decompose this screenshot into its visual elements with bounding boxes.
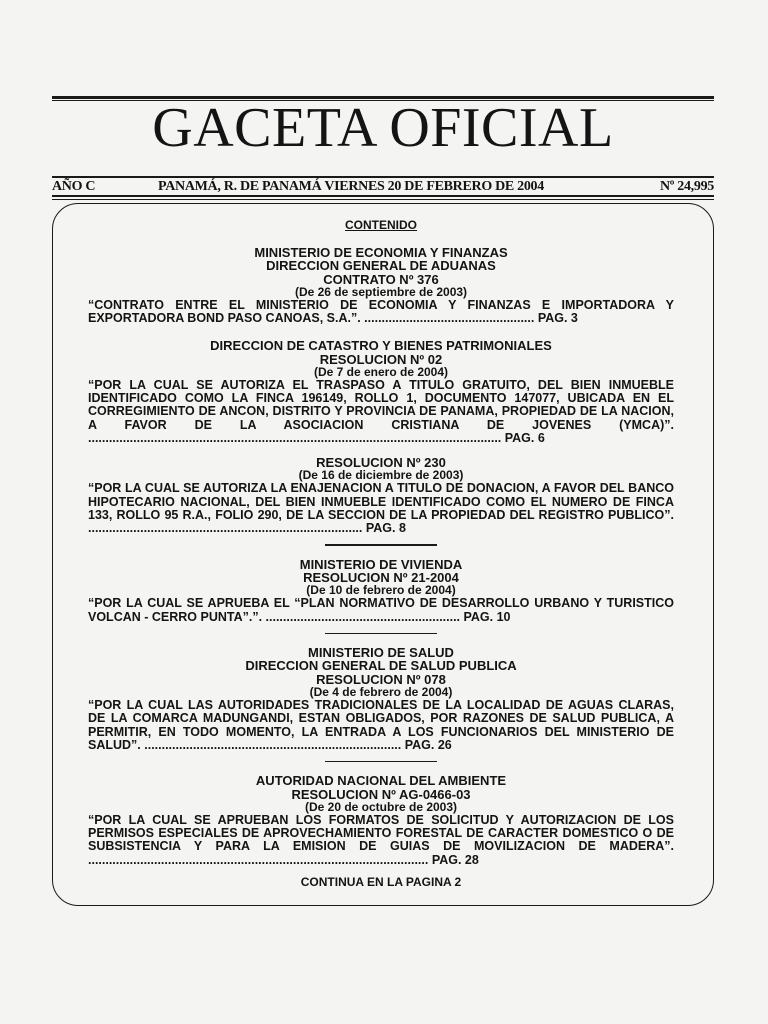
- entry-6-description: “POR LA CUAL SE APRUEBAN LOS FORMATOS DE SOLICITUD Y AUTORIZACION DE LOS PERMISOS ESPECIALES DE APROVECHAMIENTO FORESTAL DE CARACTER DOMESTICO O DE SUBSISTENCIA Y PARA LA EMISION DE GUIAS DE MOVILIZACION DE MADERA”. .................................................................................................. PAG. 28: [88, 813, 674, 867]
- dateline: [52, 179, 714, 195]
- continued-note: CONTINUA EN LA PAGINA 2: [300, 874, 462, 889]
- entry-5-ministry: MINISTERIO DE SALUD: [308, 645, 454, 661]
- dateline-rule-bottom-thin: [52, 199, 714, 200]
- issue-place-date: PANAMÁ, R. DE PANAMÁ VIERNES 20 DE FEBRERO DE 2004: [158, 179, 544, 194]
- contents-entry-2: [88, 339, 674, 445]
- entry-3-date: (De 16 de diciembre de 2003): [298, 468, 464, 483]
- contents-entry-4: [88, 558, 674, 624]
- entry-5-description: “POR LA CUAL LAS AUTORIDADES TRADICIONALES DE LA LOCALIDAD DE AGUAS CLARAS, DE LA COMARCA MADUNGANDI, ESTAN OBLIGADOS, POR RAZONES DE SALUD PUBLICA, A PERMITIR, EN TODO MOMENTO, LA ENTRADA A LOS FUNCIONARIOS DEL MINISTERIO DE SALUD”. .......................................................................... PAG. 26: [88, 698, 674, 752]
- entry-2-department: DIRECCION DE CATASTRO Y BIENES PATRIMONIALES: [210, 338, 552, 354]
- entry-2-document: RESOLUCION Nº 02: [319, 351, 443, 367]
- entry-5-date: (De 4 de febrero de 2004): [309, 684, 453, 699]
- contents-entry-1: [88, 246, 674, 325]
- entry-2-description: “POR LA CUAL SE AUTORIZA EL TRASPASO A TITULO GRATUITO, DEL BIEN INMUEBLE IDENTIFICADO COMO LA FINCA 196149, ROLLO 1, DOCUMENTO 147077, UBICADA EN EL CORREGIMIENTO DE ANCON, DISTRITO Y PROVINCIA DE PANAMA, PROPIEDAD DE LA NACION, A FAVOR DE LA ASOCIACION CRISTIANA DE JOVENES (YMCA)”. ....................................................................................................................... PAG. 6: [88, 378, 674, 445]
- dateline-rule-top: [52, 176, 714, 178]
- section-separator: [325, 761, 437, 763]
- section-separator: [325, 633, 437, 635]
- gazette-title: GACETA OFICIAL: [152, 97, 614, 159]
- entry-4-date: (De 10 de febrero de 2004): [306, 583, 456, 598]
- entry-3-description: “POR LA CUAL SE AUTORIZA LA ENAJENACION A TITULO DE DONACION, A FAVOR DEL BANCO HIPOTECARIO NACIONAL, DEL BIEN INMUEBLE IDENTIFICADO COMO EL NUMERO DE FINCA 133, ROLLO 95 R.A., FOLIO 290, DE LA SECCION DE LA PROPIEDAD DEL REGISTRO PUBLICO”. ............................................................................... PAG. 8: [88, 481, 674, 536]
- entry-3-document: RESOLUCION Nº 230: [316, 455, 446, 471]
- entry-5-department: DIRECCION GENERAL DE SALUD PUBLICA: [245, 658, 517, 674]
- entry-6-document: RESOLUCION Nº AG-0466-03: [291, 786, 471, 802]
- entry-6-date: (De 20 de octubre de 2003): [304, 799, 458, 814]
- table-of-contents: [88, 219, 674, 889]
- entry-1-description: “CONTRATO ENTRE EL MINISTERIO DE ECONOMIA Y FINANZAS E IMPORTADORA Y EXPORTADORA BOND PASO CANOAS, S.A.”. ................................................. PAG. 3: [88, 298, 674, 326]
- contents-heading: CONTENIDO: [345, 218, 417, 232]
- issue-year: AÑO C: [52, 179, 96, 194]
- entry-4-ministry: MINISTERIO DE VIVIENDA: [299, 556, 463, 572]
- entry-1-document: CONTRATO Nº 376: [323, 271, 439, 287]
- entry-1-date: (De 26 de septiembre de 2003): [294, 284, 468, 299]
- entry-5-document: RESOLUCION Nº 078: [316, 671, 446, 687]
- contents-entry-3: [88, 456, 674, 535]
- section-separator: [325, 544, 437, 546]
- contents-entry-5: [88, 646, 674, 752]
- entry-1-ministry: MINISTERIO DE ECONOMIA Y FINANZAS: [254, 245, 508, 261]
- entry-4-document: RESOLUCION Nº 21-2004: [303, 569, 459, 585]
- entry-2-date: (De 7 de enero de 2004): [313, 364, 449, 379]
- entry-4-description: “POR LA CUAL SE APRUEBA EL “PLAN NORMATIVO DE DESARROLLO URBANO Y TURISTICO VOLCAN - CERRO PUNTA”.”. ........................................................ PAG. 10: [88, 596, 674, 624]
- issue-number: Nº 24,995: [659, 179, 714, 194]
- entry-1-department: DIRECCION GENERAL DE ADUANAS: [266, 258, 496, 274]
- entry-6-authority: AUTORIDAD NACIONAL DEL AMBIENTE: [255, 773, 507, 789]
- dateline-rule-bottom-thick: [52, 195, 714, 197]
- contents-entry-6: [88, 774, 674, 866]
